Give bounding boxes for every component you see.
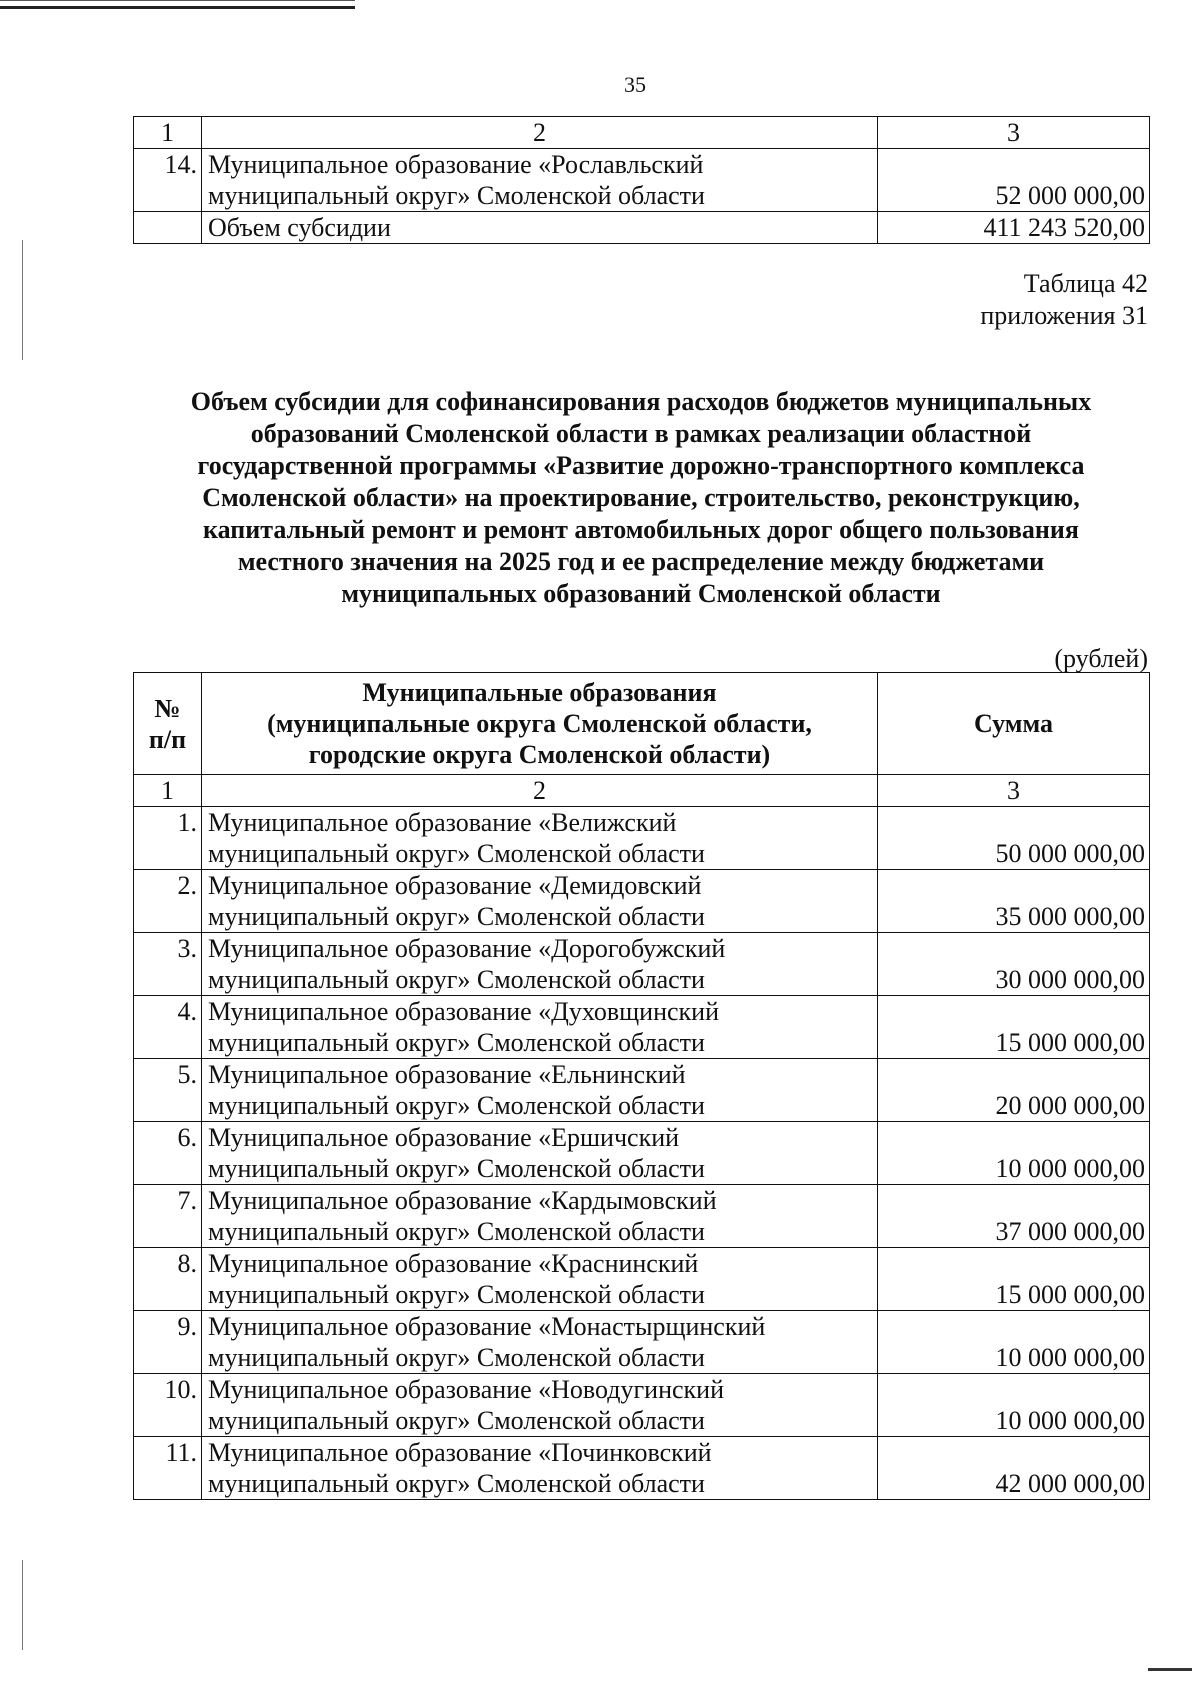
header-municipalities [202,673,878,775]
table-index-row [134,117,1150,149]
row-number: 9. [134,1311,202,1374]
heading-line: Смоленской области» на проектирование, строительство, реконструкцию, [202,483,1080,512]
row-number: 11. [134,1437,202,1500]
amount-cell: 50 000 000,00 [878,807,1150,870]
index-cell: 1 [134,117,202,149]
page-number: 35 [624,72,646,97]
name-line: Муниципальное образование «Краснинский [208,1249,699,1278]
table-row [134,996,1150,1059]
header-line: городские округа Смоленской области) [308,740,771,769]
name-line: муниципальный округ» Смоленской области [208,1028,705,1057]
name-line: Муниципальное образование «Кардымовский [208,1186,717,1215]
name-line: муниципальный округ» Смоленской области [208,839,705,868]
municipality-name [202,149,878,212]
header-line: № [154,693,181,723]
header-line: (муниципальные округа Смоленской области, [267,709,812,738]
scan-margin-mark [22,240,23,360]
heading-line: Объем субсидии для софинансирования расходов бюджетов муниципальных [190,387,1092,416]
municipality-name [202,1437,878,1500]
amount-cell: 35 000 000,00 [878,870,1150,933]
heading-line: муниципальных образований Смоленской области [341,579,941,608]
municipality-name [202,1248,878,1311]
row-number: 6. [134,1122,202,1185]
name-line: муниципальный округ» Смоленской области [208,1343,705,1372]
name-line: муниципальный округ» Смоленской области [208,181,705,210]
name-line: Муниципальное образование «Починковский [208,1438,712,1467]
table-index-row [134,775,1150,807]
name-line: муниципальный округ» Смоленской области [208,1217,705,1246]
municipality-name [202,1122,878,1185]
row-number: 2. [134,870,202,933]
total-label: Объем субсидии [202,212,878,244]
name-line: Муниципальное образование «Дорогобужский [208,934,726,963]
row-number: 10. [134,1374,202,1437]
name-line: муниципальный округ» Смоленской области [208,1091,705,1120]
municipality-name [202,1311,878,1374]
table-row [134,933,1150,996]
table-row [134,1185,1150,1248]
amount-cell: 20 000 000,00 [878,1059,1150,1122]
amount-cell: 15 000 000,00 [878,1248,1150,1311]
row-number: 4. [134,996,202,1059]
table-row [134,1059,1150,1122]
municipality-name [202,870,878,933]
table-row [134,1311,1150,1374]
amount-cell: 37 000 000,00 [878,1185,1150,1248]
name-line: муниципальный округ» Смоленской области [208,1469,705,1498]
header-number [134,673,202,775]
heading-line: образований Смоленской области в рамках реализации областной [250,419,1032,448]
scan-edge-line [0,6,355,9]
amount-cell: 10 000 000,00 [878,1374,1150,1437]
name-line: муниципальный округ» Смоленской области [208,902,705,931]
units-label: (рублей) [1054,644,1148,673]
name-line: муниципальный округ» Смоленской области [208,965,705,994]
table-header-row [134,673,1150,775]
continued-table [133,116,1150,244]
municipality-name [202,1374,878,1437]
name-line: муниципальный округ» Смоленской области [208,1154,705,1183]
header-line: Муниципальные образования [362,678,717,707]
name-line: Муниципальное образование «Монастырщинский [208,1312,766,1341]
heading-line: капитальный ремонт и ремонт автомобильных дорог общего пользования [203,515,1079,544]
municipality-name [202,996,878,1059]
subsidy-table [133,672,1150,1500]
table-row [134,1248,1150,1311]
total-amount: 411 243 520,00 [878,212,1150,244]
table-row [134,1374,1150,1437]
table-heading [133,386,1149,610]
index-cell: 3 [878,117,1150,149]
name-line: Муниципальное образование «Ершичский [208,1123,680,1152]
header-line: п/п [148,724,187,754]
row-number: 1. [134,807,202,870]
name-line: муниципальный округ» Смоленской области [208,1280,705,1309]
table-body [134,807,1150,1500]
amount-cell: 30 000 000,00 [878,933,1150,996]
name-line: Муниципальное образование «Рославльский [208,150,704,179]
scan-margin-mark [22,1560,23,1650]
municipality-name [202,1185,878,1248]
table-row [134,1122,1150,1185]
name-line: Муниципальное образование «Духовщинский [208,997,720,1026]
heading-line: государственной программы «Развитие дорожно-транспортного комплекса [197,451,1085,480]
row-number: 7. [134,1185,202,1248]
row-number: 5. [134,1059,202,1122]
name-line: Муниципальное образование «Велижский [208,808,677,837]
appendix-label: приложения 31 [980,301,1148,330]
amount-cell: 15 000 000,00 [878,996,1150,1059]
table-row [134,149,1150,212]
table-number-label: Таблица 42 [1023,269,1148,298]
name-line: муниципальный округ» Смоленской области [208,1406,705,1435]
scan-edge-line [1148,1668,1192,1671]
name-line: Муниципальное образование «Новодугинский [208,1375,724,1404]
name-line: Муниципальное образование «Ельнинский [208,1060,686,1089]
scan-edge-line [0,0,355,1]
heading-line: местного значения на 2025 год и ее распределение между бюджетами [237,547,1045,576]
amount-cell: 52 000 000,00 [878,149,1150,212]
table-row [134,807,1150,870]
row-number: 8. [134,1248,202,1311]
municipality-name [202,1059,878,1122]
amount-cell: 10 000 000,00 [878,1122,1150,1185]
amount-cell: 42 000 000,00 [878,1437,1150,1500]
index-cell: 1 [134,775,202,807]
table-row [134,1437,1150,1500]
empty-cell [134,212,202,244]
table-row [134,870,1150,933]
name-line: Муниципальное образование «Демидовский [208,871,702,900]
row-number: 3. [134,933,202,996]
row-number: 14. [134,149,202,212]
index-cell: 3 [878,775,1150,807]
index-cell: 2 [202,775,878,807]
index-cell: 2 [202,117,878,149]
amount-cell: 10 000 000,00 [878,1311,1150,1374]
header-sum: Сумма [878,673,1150,775]
total-row [134,212,1150,244]
municipality-name [202,933,878,996]
municipality-name [202,807,878,870]
